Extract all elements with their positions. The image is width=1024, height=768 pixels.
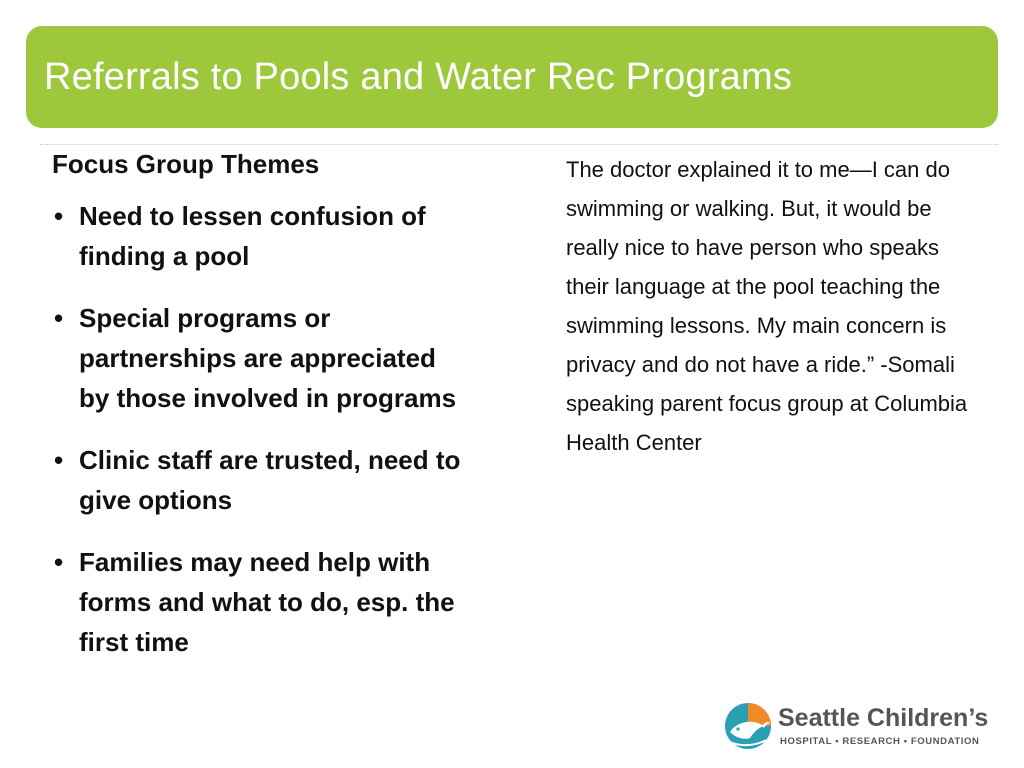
theme-text: Families may need help with forms and what to do, esp. the first time	[79, 547, 455, 657]
theme-text: Clinic staff are trusted, need to give options	[79, 445, 461, 515]
title-bar	[26, 26, 998, 128]
slide-title: Referrals to Pools and Water Rec Programs	[44, 56, 793, 98]
themes-column	[52, 146, 472, 684]
themes-list	[52, 196, 472, 662]
whale-logo-icon	[724, 702, 772, 750]
themes-heading: Focus Group Themes	[52, 149, 320, 179]
theme-item	[52, 440, 472, 520]
bullet-icon: •	[54, 201, 64, 231]
theme-item	[52, 542, 472, 662]
theme-item	[52, 196, 472, 276]
theme-text: Need to lessen confusion of finding a pool	[79, 201, 426, 271]
bullet-icon: •	[54, 547, 64, 577]
bullet-icon: •	[54, 445, 64, 475]
logo-tagline: HOSPITAL • RESEARCH • FOUNDATION	[780, 736, 980, 747]
seattle-childrens-logo	[724, 698, 1004, 754]
title-divider	[40, 144, 998, 145]
theme-item	[52, 298, 472, 418]
parent-quote: The doctor explained it to me—I can do swimming or walking. But, it would be really nice to have person who speaks their language at the pool teaching the swimming lessons. My main concern is privacy and do not have a ride.” -Somali speaking parent focus group at Columbia Health Center	[566, 157, 968, 455]
logo-name: Seattle Children’s	[778, 704, 989, 732]
theme-text: Special programs or partnerships are appreciated by those involved in programs	[79, 303, 457, 413]
bullet-icon: •	[54, 303, 64, 333]
